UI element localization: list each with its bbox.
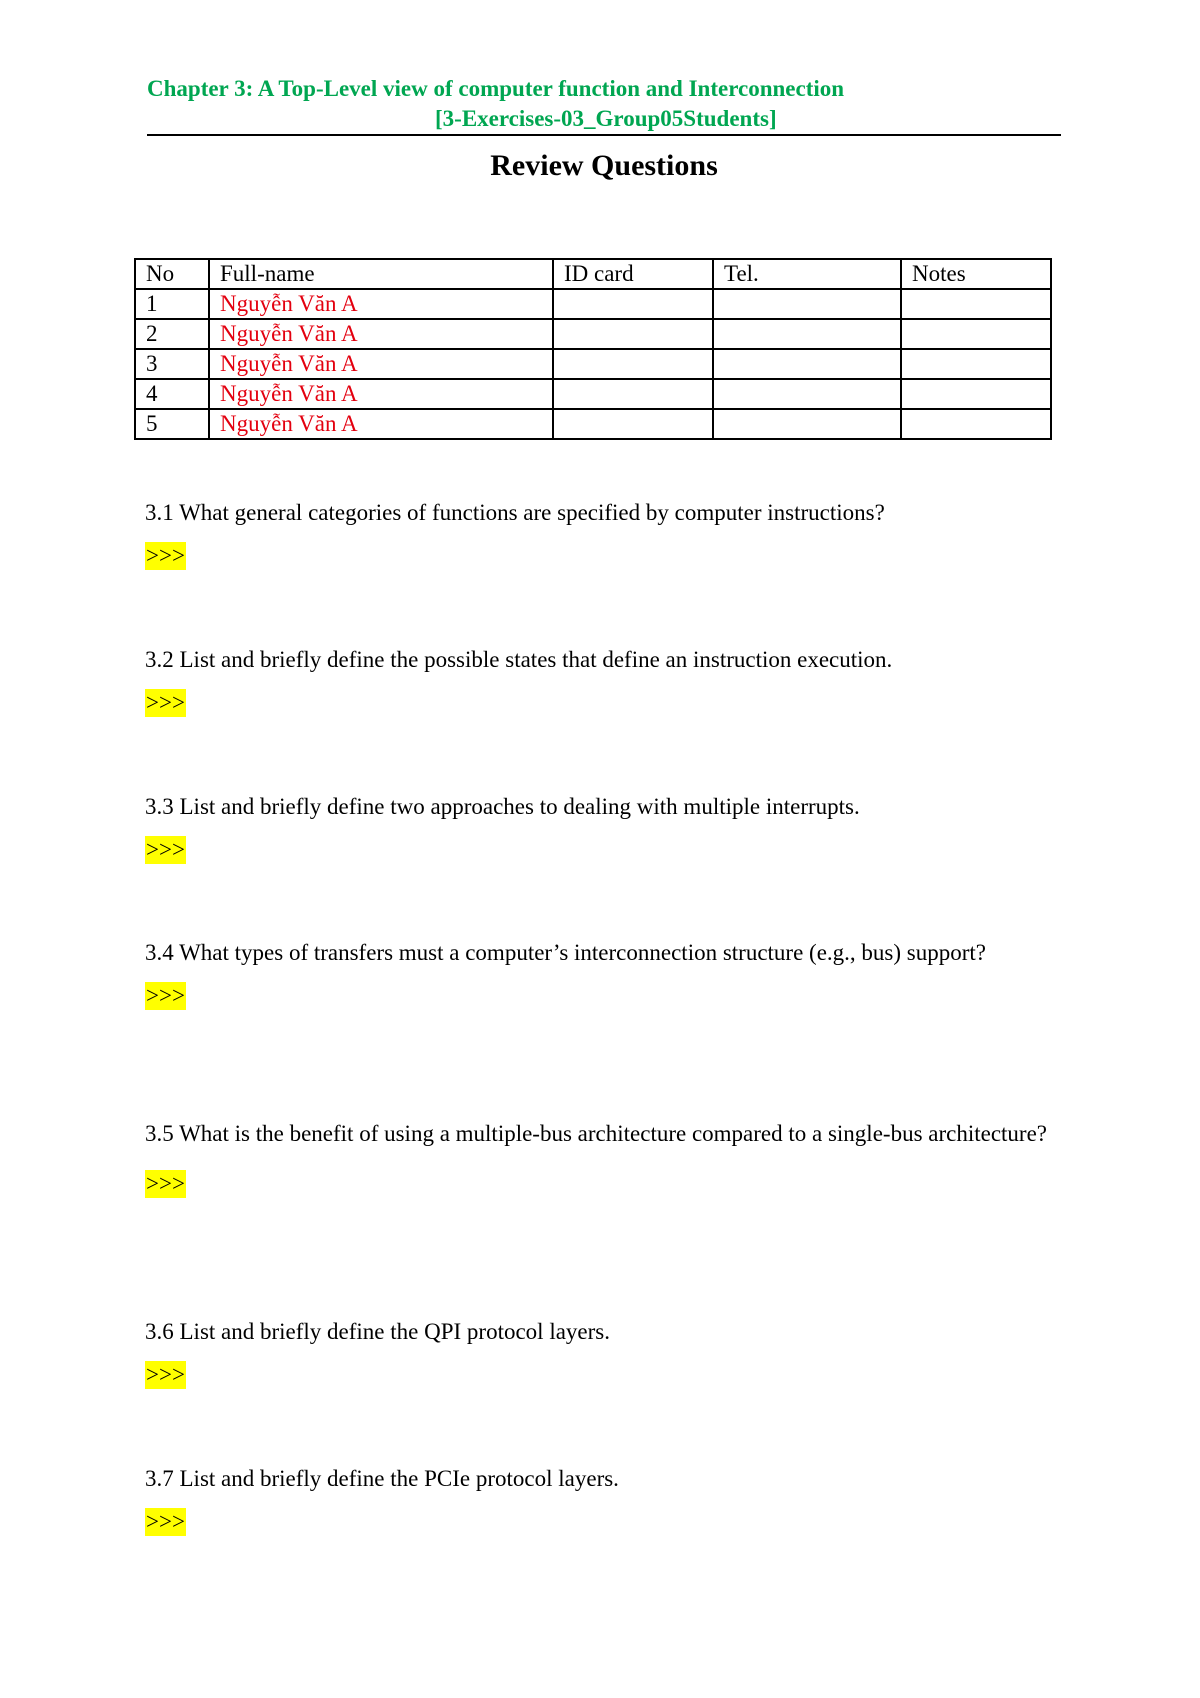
column-header-full-name: Full-name bbox=[209, 259, 553, 289]
table-header-row bbox=[135, 259, 1051, 289]
cell-full-name[interactable]: Nguyễn Văn A bbox=[209, 379, 553, 409]
question-text: 3.7 List and briefly define the PCIe protocol layers. bbox=[145, 1466, 619, 1491]
question-text: 3.6 List and briefly define the QPI protocol layers. bbox=[145, 1319, 610, 1344]
question-block-3-2 bbox=[145, 643, 1065, 717]
cell-tel[interactable] bbox=[713, 409, 901, 439]
question-text: 3.5 What is the benefit of using a multiple-bus architecture compared to a single-bus architecture? bbox=[145, 1121, 1048, 1146]
cell-notes[interactable] bbox=[901, 409, 1051, 439]
question-block-3-5 bbox=[145, 1110, 1065, 1198]
cell-full-name[interactable]: Nguyễn Văn A bbox=[209, 289, 553, 319]
table-row bbox=[135, 319, 1051, 349]
cell-notes[interactable] bbox=[901, 289, 1051, 319]
exercise-code: [3-Exercises-03_Group05Students] bbox=[435, 106, 777, 131]
cell-no: 4 bbox=[135, 379, 209, 409]
table-row bbox=[135, 409, 1051, 439]
answer-field[interactable]: >>> bbox=[146, 983, 185, 1008]
chapter-title: Chapter 3: A Top-Level view of computer function and Interconnection bbox=[147, 76, 845, 101]
column-header-no: No bbox=[135, 259, 209, 289]
answer-field[interactable]: >>> bbox=[146, 543, 185, 568]
header-divider bbox=[147, 134, 1061, 136]
cell-tel[interactable] bbox=[713, 349, 901, 379]
cell-tel[interactable] bbox=[713, 379, 901, 409]
table-row bbox=[135, 379, 1051, 409]
column-header-tel: Tel. bbox=[713, 259, 901, 289]
cell-notes[interactable] bbox=[901, 379, 1051, 409]
cell-full-name[interactable]: Nguyễn Văn A bbox=[209, 349, 553, 379]
page-title: Review Questions bbox=[490, 149, 718, 182]
question-block-3-1 bbox=[145, 496, 1065, 570]
question-block-3-6 bbox=[145, 1315, 1065, 1389]
answer-field[interactable]: >>> bbox=[146, 837, 185, 862]
question-block-3-7 bbox=[145, 1462, 1065, 1536]
column-header-id-card: ID card bbox=[553, 259, 713, 289]
question-text: 3.2 List and briefly define the possible states that define an instruction execution. bbox=[145, 647, 893, 672]
answer-field[interactable]: >>> bbox=[146, 1171, 185, 1196]
question-text: 3.1 What general categories of functions are specified by computer instructions? bbox=[145, 500, 885, 525]
question-text: 3.4 What types of transfers must a computer’s interconnection structure (e.g., bus) support? bbox=[145, 940, 986, 965]
student-table bbox=[134, 258, 1052, 440]
cell-tel[interactable] bbox=[713, 289, 901, 319]
cell-notes[interactable] bbox=[901, 319, 1051, 349]
cell-no: 5 bbox=[135, 409, 209, 439]
column-header-notes: Notes bbox=[901, 259, 1051, 289]
question-block-3-4 bbox=[145, 936, 1065, 1010]
answer-field[interactable]: >>> bbox=[146, 1362, 185, 1387]
cell-notes[interactable] bbox=[901, 349, 1051, 379]
cell-no: 3 bbox=[135, 349, 209, 379]
cell-id-card[interactable] bbox=[553, 289, 713, 319]
cell-id-card[interactable] bbox=[553, 319, 713, 349]
question-text: 3.3 List and briefly define two approaches to dealing with multiple interrupts. bbox=[145, 794, 860, 819]
cell-no: 1 bbox=[135, 289, 209, 319]
cell-no: 2 bbox=[135, 319, 209, 349]
cell-full-name[interactable]: Nguyễn Văn A bbox=[209, 319, 553, 349]
answer-field[interactable]: >>> bbox=[146, 690, 185, 715]
table-row bbox=[135, 289, 1051, 319]
cell-tel[interactable] bbox=[713, 319, 901, 349]
cell-full-name[interactable]: Nguyễn Văn A bbox=[209, 409, 553, 439]
question-block-3-3 bbox=[145, 790, 1065, 864]
cell-id-card[interactable] bbox=[553, 349, 713, 379]
answer-field[interactable]: >>> bbox=[146, 1509, 185, 1534]
cell-id-card[interactable] bbox=[553, 379, 713, 409]
table-row bbox=[135, 349, 1051, 379]
cell-id-card[interactable] bbox=[553, 409, 713, 439]
document-header bbox=[147, 74, 1061, 134]
